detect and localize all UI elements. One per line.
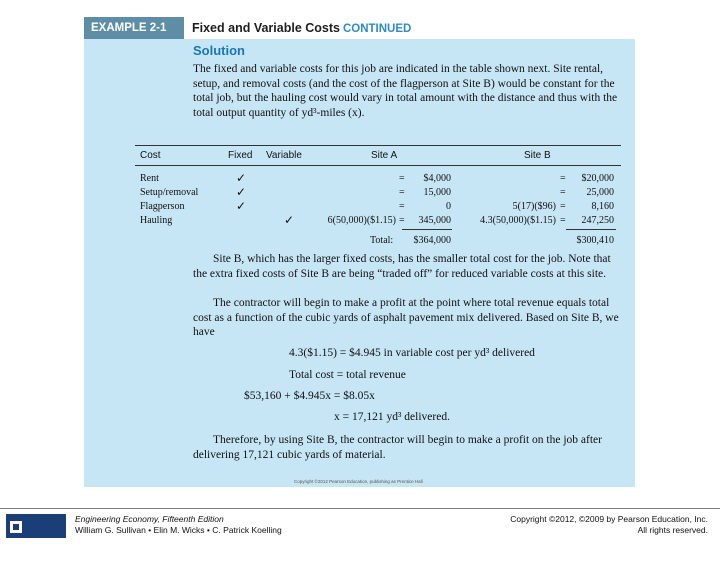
col-header-site-a: Site A bbox=[371, 150, 398, 161]
paragraph-profit: The contractor will begin to make a profit at the point where total revenue equals total cost as a function of the cubic yards of asphalt pavement mix delivered. Based on Site B, we have bbox=[193, 297, 619, 338]
col-header-cost: Cost bbox=[140, 150, 161, 161]
site-b-value: 247,250 bbox=[581, 215, 614, 226]
site-a-calc: 6(50,000)($1.15) bbox=[327, 215, 396, 226]
col-header-site-b: Site B bbox=[524, 150, 551, 161]
site-a-eq: = bbox=[399, 173, 405, 184]
example-panel bbox=[84, 17, 635, 487]
site-b-value: 25,000 bbox=[586, 187, 614, 198]
site-a-value: 345,000 bbox=[418, 215, 451, 226]
footer-divider bbox=[0, 508, 720, 509]
footer-rights: All rights reserved. bbox=[637, 525, 708, 535]
site-b-calc: 4.3(50,000)($1.15) bbox=[480, 215, 556, 226]
site-a-value: 0 bbox=[446, 201, 451, 212]
col-header-fixed: Fixed bbox=[228, 150, 253, 161]
site-b-calc: 5(17)($96) bbox=[512, 201, 556, 212]
check-icon: ✓ bbox=[236, 199, 247, 213]
paragraph-conclusion: Therefore, by using Site B, the contractor will begin to make a profit on the job after delivering 17,121 cubic yards of material. bbox=[193, 434, 602, 461]
site-b-eq: = bbox=[560, 215, 566, 226]
equation-result: x = 17,121 yd³ delivered. bbox=[334, 411, 450, 423]
site-b-eq: = bbox=[560, 201, 566, 212]
site-b-eq: = bbox=[560, 173, 566, 184]
solution-heading: Solution bbox=[193, 43, 245, 58]
example-label: EXAMPLE 2-1 bbox=[84, 17, 184, 39]
check-icon: ✓ bbox=[284, 213, 295, 227]
example-title: Fixed and Variable Costs bbox=[192, 21, 340, 35]
site-b-eq: = bbox=[560, 187, 566, 198]
pearson-logo-icon bbox=[10, 521, 22, 533]
total-label: Total: bbox=[370, 235, 394, 246]
check-icon: ✓ bbox=[236, 185, 247, 199]
equation-breakeven: $53,160 + $4.945x = $8.05x bbox=[244, 390, 375, 402]
row-cost: Setup/removal bbox=[140, 187, 199, 198]
site-a-eq: = bbox=[399, 215, 405, 226]
table-top-rule bbox=[135, 145, 621, 146]
paragraph-site-b: Site B, which has the larger fixed costs, has the smaller total cost for the job. Note that the extra fixed costs of Site B are being “traded off” for reduced variable costs at this site. bbox=[193, 253, 611, 280]
check-icon: ✓ bbox=[236, 171, 247, 185]
total-site-b: $300,410 bbox=[576, 235, 614, 246]
image-copyright: Copyright ©2012 Pearson Education, publishing as Prentice Hall bbox=[294, 479, 423, 484]
solution-intro: The fixed and variable costs for this job are indicated in the table shown next. Site rental, setup, and removal costs (and the cost of the flagperson at Site B) would be constant for the total job, but the hauling cost would vary in total amount with the distance and thus with the total output quantity of yd³-miles (x). bbox=[193, 63, 618, 119]
site-a-value: 15,000 bbox=[423, 187, 451, 198]
footer-copyright: Copyright ©2012, ©2009 by Pearson Education, Inc. bbox=[510, 514, 708, 524]
pearson-logo bbox=[6, 514, 66, 555]
site-b-sum-rule bbox=[566, 229, 616, 230]
continued-label: CONTINUED bbox=[342, 23, 412, 35]
row-cost: Hauling bbox=[140, 215, 173, 226]
site-a-value: $4,000 bbox=[423, 173, 451, 184]
row-cost: Rent bbox=[140, 173, 159, 184]
table-header-rule bbox=[135, 165, 621, 166]
book-authors: William G. Sullivan • Elin M. Wicks • C. Patrick Koelling bbox=[75, 525, 282, 535]
site-b-value: $20,000 bbox=[581, 173, 614, 184]
col-header-variable: Variable bbox=[266, 150, 302, 161]
site-a-sum-rule bbox=[402, 229, 452, 230]
book-title: Engineering Economy, Fifteenth Edition bbox=[75, 514, 224, 524]
total-site-a: $364,000 bbox=[413, 235, 451, 246]
example-header bbox=[84, 17, 635, 39]
site-b-value: 8,160 bbox=[591, 201, 614, 212]
row-cost: Flagperson bbox=[140, 201, 185, 212]
example-title-bar bbox=[184, 17, 635, 39]
equation-variable-cost: 4.3($1.15) = $4.945 in variable cost per yd³ delivered bbox=[289, 347, 535, 359]
equation-total: Total cost = total revenue bbox=[289, 369, 406, 381]
site-a-eq: = bbox=[399, 187, 405, 198]
site-a-eq: = bbox=[399, 201, 405, 212]
logo-text: PEARSON bbox=[6, 545, 49, 555]
slide-footer bbox=[0, 508, 720, 555]
